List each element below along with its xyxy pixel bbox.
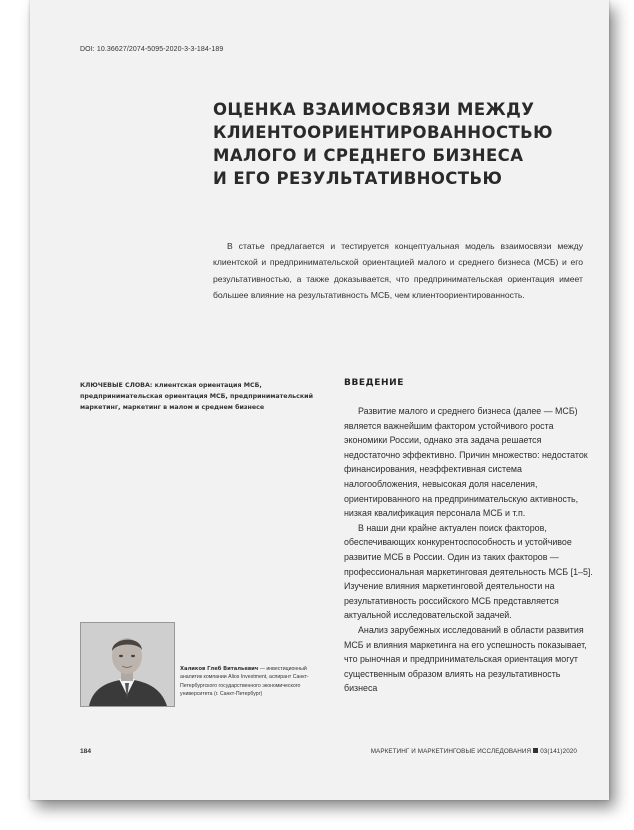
square-separator-icon bbox=[533, 748, 538, 753]
paragraph: В наши дни крайне актуален поиск факторов, обеспечивающих конкурентоспособность и устойчивое развитие МСБ в России. Один из таких факторов — профессиональная маркетинговая деятельность МСБ [1–5]. Изучение влияния маркетинговой деятельности на результативность российского МСБ представляется актуальной исследовательской задачей. bbox=[344, 522, 593, 621]
journal-name: МАРКЕТИНГ И МАРКЕТИНГОВЫЕ ИССЛЕДОВАНИЯ bbox=[370, 748, 532, 755]
section-heading: ВВЕДЕНИЕ bbox=[344, 378, 405, 388]
journal-page bbox=[30, 0, 609, 800]
journal-footer bbox=[371, 748, 577, 755]
title-line: ОЦЕНКА ВЗАИМОСВЯЗИ МЕЖДУ bbox=[213, 100, 535, 119]
abstract: В статье предлагается и тестируется концептуальная модель взаимосвязи между клиентской и предпринимательской ориентацией малого и среднего бизнеса (МСБ) и его результативностью, а также доказывается, что предпринимательская ориентация имеет большее влияние на результативность МСБ, чем клиентоориентированность. bbox=[213, 241, 583, 301]
paragraph: Анализ зарубежных исследований в области развития МСБ и влияния маркетинга на его успешность показывает, что рыночная и предпринимательская ориентация могут существенным образом влиять на результативность бизнеса bbox=[344, 624, 587, 694]
keywords: КЛЮЧЕВЫЕ СЛОВА: клиентская ориентация МСБ, предпринимательская ориентация МСБ, предпринимательский маркетинг, маркетинг в малом и среднем бизнесе bbox=[80, 382, 313, 412]
author-description: — инвестиционный аналитик компании Alios Investment, аспирант Санкт-Петербургского государственного экономического университета (г. Санкт-Петербург) bbox=[180, 666, 309, 698]
title-line: МАЛОГО И СРЕДНЕГО БИЗНЕСА bbox=[213, 146, 524, 165]
journal-issue: 03(141)2020 bbox=[540, 748, 577, 755]
author-name: Халиков Глеб Витальевич bbox=[180, 666, 259, 672]
paragraph: Развитие малого и среднего бизнеса (далее — МСБ) является важнейшим фактором устойчивого роста экономики России, однако эта задача решается недостаточно эффективно. Причин множество: недостаток финансирования, неэффективная система налогообложения, невысокая доля населения, ориентированного на предпринимательскую активность, низкая квалификация персонала МСБ и т.п. bbox=[344, 406, 588, 519]
author-portrait-icon bbox=[81, 623, 174, 706]
body-text bbox=[344, 404, 594, 696]
author-info bbox=[180, 665, 330, 699]
article-title bbox=[213, 98, 553, 190]
title-line: И ЕГО РЕЗУЛЬТАТИВНОСТЬЮ bbox=[213, 169, 503, 188]
author-photo bbox=[80, 622, 175, 707]
title-line: КЛИЕНТООРИЕНТИРОВАННОСТЬЮ bbox=[213, 123, 553, 142]
page-number: 184 bbox=[80, 748, 92, 755]
doi-line: DOI: 10.36627/2074-5095-2020-3-3-184-189 bbox=[80, 46, 224, 53]
